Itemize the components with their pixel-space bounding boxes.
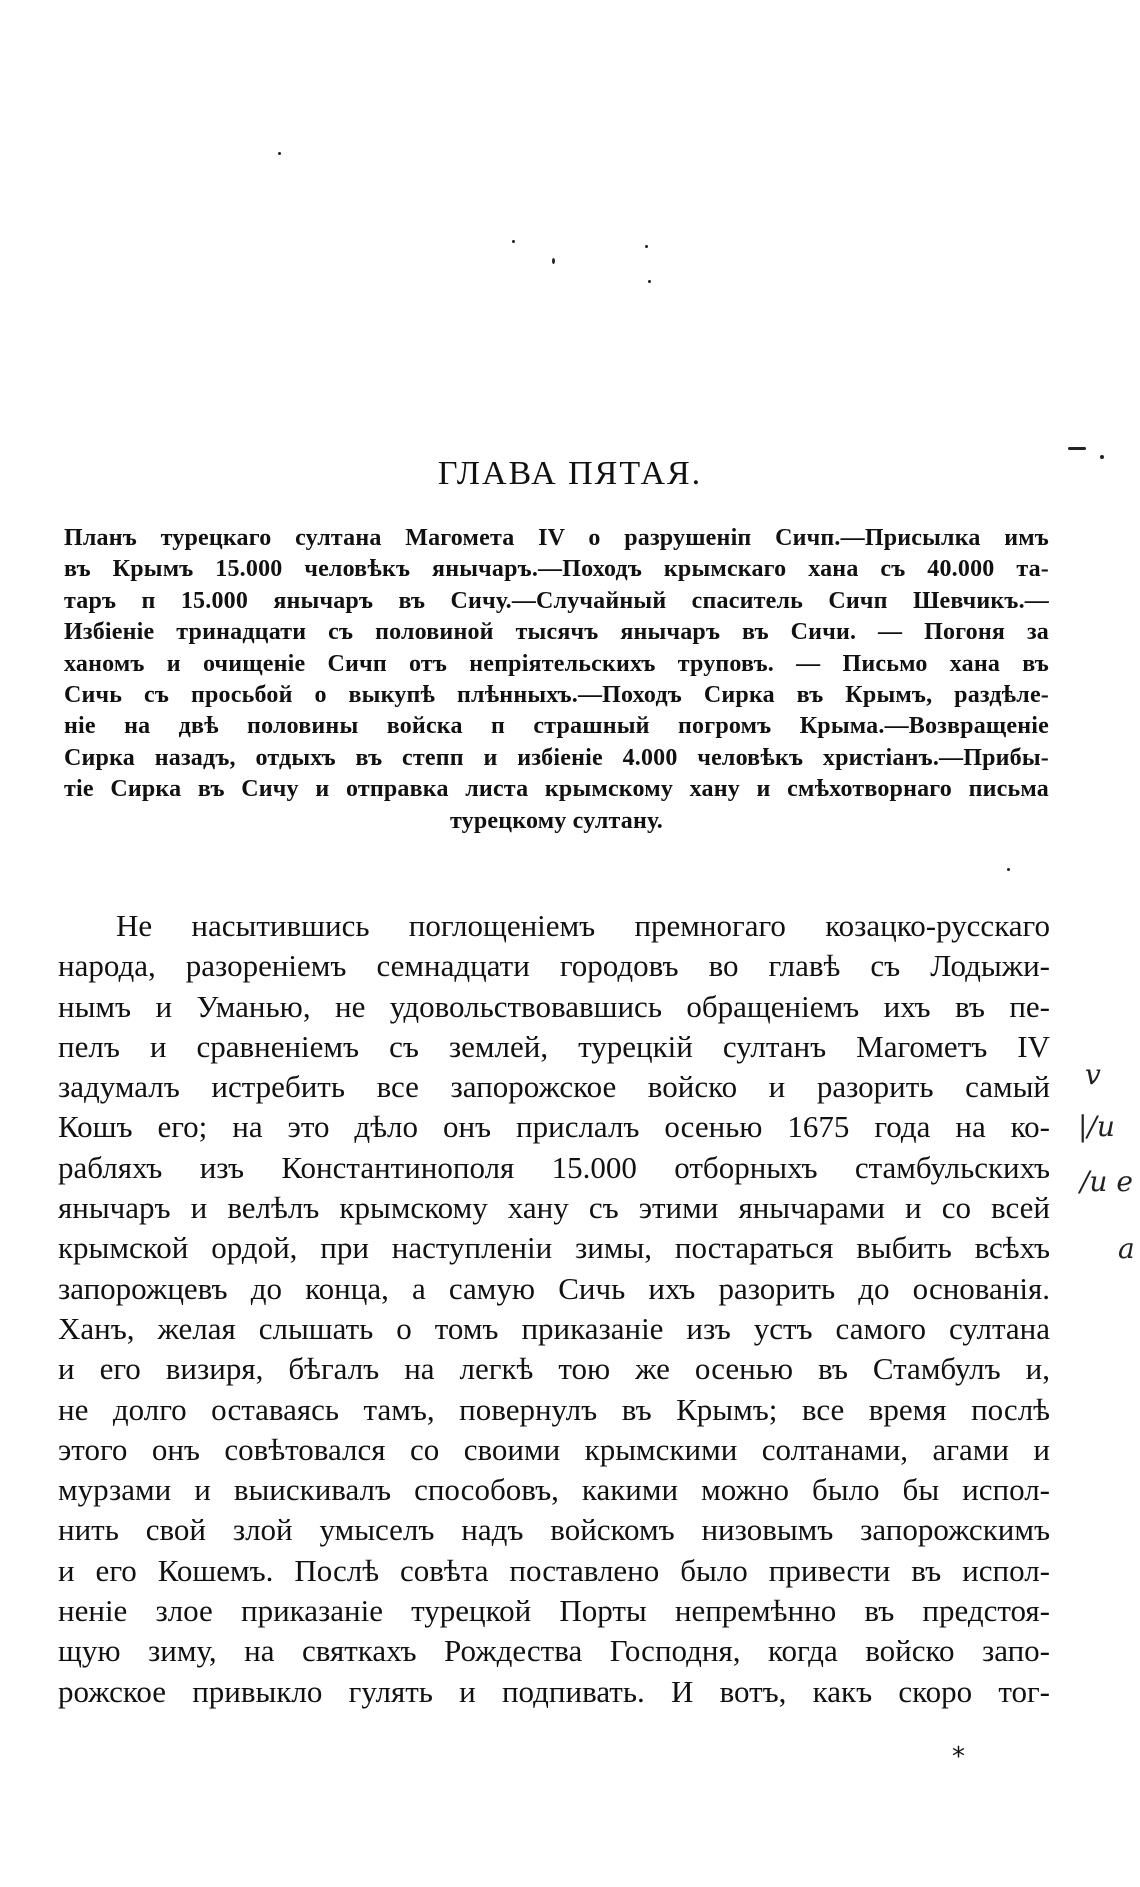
summary-line: турецкому султану. [449,807,663,834]
body-line: задумалъ истребить все запорожское войско и разорить самый [58,1069,1050,1105]
body-line: рабляхъ изъ Константинополя 15.000 отборныхъ стамбульскихъ [58,1149,1050,1185]
summary-line: въ Крымъ 15.000 человѣкъ янычаръ.—Походъ крымскаго хана съ 40.000 та- [64,556,1049,583]
summary-line: тіе Сирка въ Сичу и отправка листа крымскому хану и смѣхотворнаго письма [64,776,1049,803]
body-line: крымской ордой, при наступленіи зимы, постараться выбить всѣхъ [58,1230,1050,1266]
body-line: и его визиря, бѣгалъ на легкѣ тою же осенью въ Стамбулъ и, [58,1351,1050,1387]
chapter-summary [64,523,1049,837]
summary-line: Избіеніе тринадцати съ половиной тысячъ янычаръ въ Сичи. — Погоня за [64,619,1049,646]
summary-line: Планъ турецкаго султана Магомета IV о разрушеніп Сичп.—Присылка имъ [64,525,1049,551]
body-line: Не насытившись поглощеніемъ премногаго козацко-русскаго [116,908,1050,943]
body-line: янычаръ и велѣлъ крымскому хану съ этими янычарами и со всей [58,1190,1050,1226]
scan-speck [1007,868,1010,871]
body-line: и его Кошемъ. Послѣ совѣта поставлено было привести въ испол- [58,1552,1050,1588]
body-line: рожское привыкло гулять и подпивать. И вотъ, какъ скоро тог- [58,1673,1050,1709]
body-paragraph [58,906,1050,1712]
summary-line: Сичь съ просьбой о выкупѣ плѣнныхъ.—Походъ Сирка въ Крымъ, раздѣле- [64,681,1049,708]
body-line: мурзами и выискивалъ способовъ, какими можно было бы испол- [58,1472,1050,1508]
body-line: этого онъ совѣтовался со своими крымскими солтанами, агами и [58,1431,1050,1467]
body-line: щую зиму, на святкахъ Рождества Господня, когда войско запо- [58,1633,1050,1669]
scan-speck [1068,447,1086,450]
body-line: Кошъ его; на это дѣло онъ прислалъ осенью 1675 года на ко- [58,1109,1050,1145]
footer-asterisk: * [952,1742,965,1772]
summary-line: таръ п 15.000 янычаръ въ Сичу.—Случайный спаситель Сичп Шевчикъ.— [64,587,1049,614]
margin-note: |/и [1078,1110,1115,1143]
scan-speck [648,280,651,283]
scan-speck [645,245,648,248]
scan-speck [552,258,555,264]
chapter-title: ГЛАВА ПЯТАЯ. [437,455,703,492]
margin-note: а [1118,1232,1135,1265]
body-line: неніе злое приказаніе турецкой Порты непремѣнно въ предстоя- [58,1593,1050,1629]
body-line: нить свой злой умыселъ надъ войскомъ низовымъ запорожскимъ [58,1512,1050,1548]
body-line: пелъ и сравненіемъ съ землей, турецкій султанъ Магометъ IV [58,1028,1050,1064]
margin-note: v [1085,1058,1101,1091]
body-line: нымъ и Уманью, не удовольствовавшись обращеніемъ ихъ въ пе- [58,988,1050,1024]
body-line: запорожцевъ до конца, а самую Сичь ихъ разорить до основанія. [58,1270,1050,1306]
margin-note: /и е [1080,1165,1133,1198]
body-line: Ханъ, желая слышать о томъ приказаніе изъ устъ самого султана [58,1310,1050,1346]
body-line: народа, разореніемъ семнадцати городовъ во главѣ съ Лодыжи- [58,948,1050,984]
summary-line: ніе на двѣ половины войска п страшный погромъ Крыма.—Возвращеніе [64,713,1049,740]
summary-line: Сирка назадъ, отдыхъ въ степп и избіеніе 4.000 человѣкъ христіанъ.—Прибы- [64,744,1049,771]
body-line: не долго оставаясь тамъ, повернулъ въ Крымъ; все время послѣ [58,1391,1050,1427]
summary-line: ханомъ и очищеніе Сичп отъ непріятельскихъ труповъ. — Письмо хана въ [64,650,1049,677]
scan-speck [278,152,281,155]
scan-speck [512,240,515,243]
